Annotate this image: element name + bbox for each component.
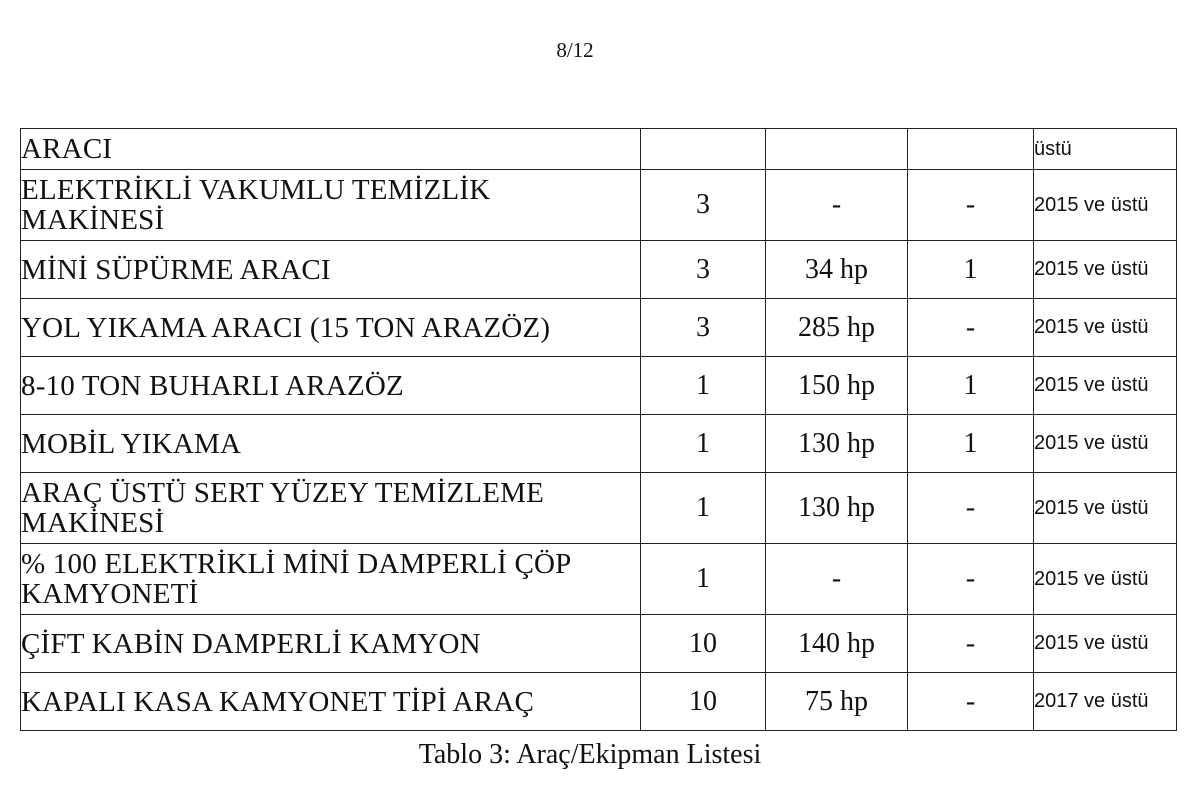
- equipment-name-cell: ARACI: [21, 129, 641, 170]
- quantity-cell: 1: [641, 544, 766, 615]
- power-cell: 285 hp: [766, 299, 908, 357]
- power-cell: 75 hp: [766, 673, 908, 731]
- table-row: [21, 544, 1177, 615]
- equipment-name-cell: 8-10 TON BUHARLI ARAZÖZ: [21, 357, 641, 415]
- table-row: [21, 673, 1177, 731]
- quantity-cell: 10: [641, 615, 766, 673]
- table-row: [21, 129, 1177, 170]
- extra-cell: -: [908, 170, 1034, 241]
- model-year-cell: 2015 ve üstü: [1034, 473, 1177, 544]
- power-cell: 130 hp: [766, 415, 908, 473]
- table-row: [21, 357, 1177, 415]
- equipment-name-cell: % 100 ELEKTRİKLİ MİNİ DAMPERLİ ÇÖP KAMYONETİ: [21, 544, 641, 615]
- equipment-name-cell: KAPALI KASA KAMYONET TİPİ ARAÇ: [21, 673, 641, 731]
- equipment-name-cell: MOBİL YIKAMA: [21, 415, 641, 473]
- table-row: [21, 299, 1177, 357]
- equipment-name-cell: YOL YIKAMA ARACI (15 TON ARAZÖZ): [21, 299, 641, 357]
- table-row: [21, 241, 1177, 299]
- page-number: 8/12: [556, 38, 594, 62]
- extra-cell: 1: [908, 415, 1034, 473]
- power-cell: 34 hp: [766, 241, 908, 299]
- equipment-table: [20, 128, 1177, 731]
- quantity-cell: 1: [641, 357, 766, 415]
- power-cell: 150 hp: [766, 357, 908, 415]
- power-cell: -: [766, 544, 908, 615]
- model-year-cell: 2015 ve üstü: [1034, 299, 1177, 357]
- table-row: [21, 615, 1177, 673]
- equipment-name-cell: ARAÇ ÜSTÜ SERT YÜZEY TEMİZLEME MAKİNESİ: [21, 473, 641, 544]
- extra-cell: -: [908, 544, 1034, 615]
- model-year-cell: 2017 ve üstü: [1034, 673, 1177, 731]
- equipment-name-cell: MİNİ SÜPÜRME ARACI: [21, 241, 641, 299]
- power-cell: [766, 129, 908, 170]
- model-year-cell: 2015 ve üstü: [1034, 544, 1177, 615]
- power-cell: 130 hp: [766, 473, 908, 544]
- table-row: [21, 415, 1177, 473]
- model-year-cell: 2015 ve üstü: [1034, 357, 1177, 415]
- equipment-name-cell: ELEKTRİKLİ VAKUMLU TEMİZLİK MAKİNESİ: [21, 170, 641, 241]
- extra-cell: [908, 129, 1034, 170]
- table-caption: Tablo 3: Araç/Ekipman Listesi: [418, 739, 762, 770]
- equipment-name-cell: ÇİFT KABİN DAMPERLİ KAMYON: [21, 615, 641, 673]
- model-year-cell: 2015 ve üstü: [1034, 415, 1177, 473]
- model-year-cell: 2015 ve üstü: [1034, 170, 1177, 241]
- quantity-cell: 3: [641, 170, 766, 241]
- quantity-cell: 10: [641, 673, 766, 731]
- table-row: [21, 473, 1177, 544]
- power-cell: -: [766, 170, 908, 241]
- extra-cell: -: [908, 299, 1034, 357]
- quantity-cell: 3: [641, 299, 766, 357]
- model-year-cell: 2015 ve üstü: [1034, 615, 1177, 673]
- extra-cell: -: [908, 673, 1034, 731]
- extra-cell: 1: [908, 357, 1034, 415]
- model-year-cell: 2015 ve üstü: [1034, 241, 1177, 299]
- extra-cell: 1: [908, 241, 1034, 299]
- table-row: [21, 170, 1177, 241]
- power-cell: 140 hp: [766, 615, 908, 673]
- model-year-cell: üstü: [1034, 129, 1177, 170]
- quantity-cell: 1: [641, 415, 766, 473]
- extra-cell: -: [908, 615, 1034, 673]
- quantity-cell: [641, 129, 766, 170]
- quantity-cell: 3: [641, 241, 766, 299]
- extra-cell: -: [908, 473, 1034, 544]
- quantity-cell: 1: [641, 473, 766, 544]
